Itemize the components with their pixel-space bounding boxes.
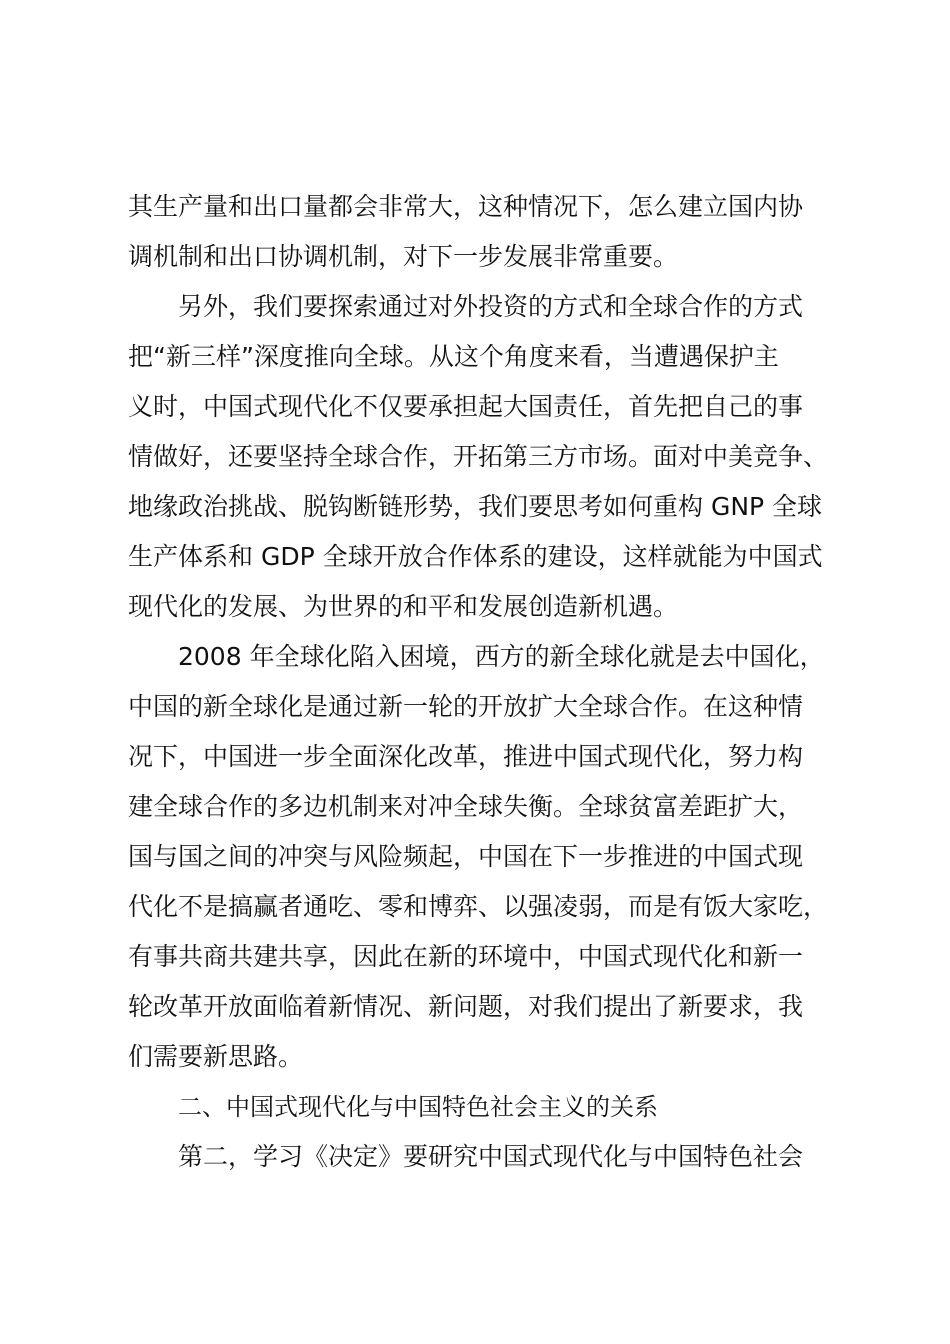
- paragraph-start: 另外，我们要探索通过对外投资的方式和全球合作的方式: [178, 292, 804, 321]
- text-line: 建全球合作的多边机制来对冲全球失衡。全球贫富差距扩大，: [128, 792, 804, 821]
- text-line: 代化不是搞赢者通吃、零和博弈、以强凌弱，而是有饭大家吃，: [128, 892, 829, 921]
- text-line: 情做好，还要坚持全球合作，开拓第三方市场。面对中美竞争、: [128, 442, 829, 471]
- text-line: 调机制和出口协调机制，对下一步发展非常重要。: [128, 242, 679, 271]
- paragraph-start: 2008 年全球化陷入困境，西方的新全球化就是去中国化，: [178, 642, 825, 671]
- text-line: 国与国之间的冲突与风险频起，中国在下一步推进的中国式现: [128, 842, 804, 871]
- text-line: 义时，中国式现代化不仅要承担起大国责任，首先把自己的事: [128, 392, 804, 421]
- text-line: 现代化的发展、为世界的和平和发展创造新机遇。: [128, 592, 679, 621]
- text-line: 把“新三样”深度推向全球。从这个角度来看，当遭遇保护主: [128, 342, 779, 371]
- text-line: 们需要新思路。: [128, 1042, 304, 1071]
- body-text: [128, 182, 848, 1182]
- text-line: 况下，中国进一步全面深化改革，推进中国式现代化，努力构: [128, 742, 804, 771]
- text-line: 其生产量和出口量都会非常大，这种情况下，怎么建立国内协: [128, 192, 804, 221]
- section-heading: 二、中国式现代化与中国特色社会主义的关系: [178, 1093, 658, 1121]
- text-line: 轮改革开放面临着新情况、新问题，对我们提出了新要求，我: [128, 992, 804, 1021]
- text-line: 有事共商共建共享，因此在新的环境中，中国式现代化和新一: [128, 942, 804, 971]
- text-line: 生产体系和 GDP 全球开放合作体系的建设，这样就能为中国式: [128, 542, 823, 571]
- text-line: 中国的新全球化是通过新一轮的开放扩大全球合作。在这种情: [128, 692, 804, 721]
- text-line: 地缘政治挑战、脱钩断链形势，我们要思考如何重构 GNP 全球: [128, 492, 823, 521]
- paragraph-start: 第二，学习《决定》要研究中国式现代化与中国特色社会: [178, 1142, 804, 1171]
